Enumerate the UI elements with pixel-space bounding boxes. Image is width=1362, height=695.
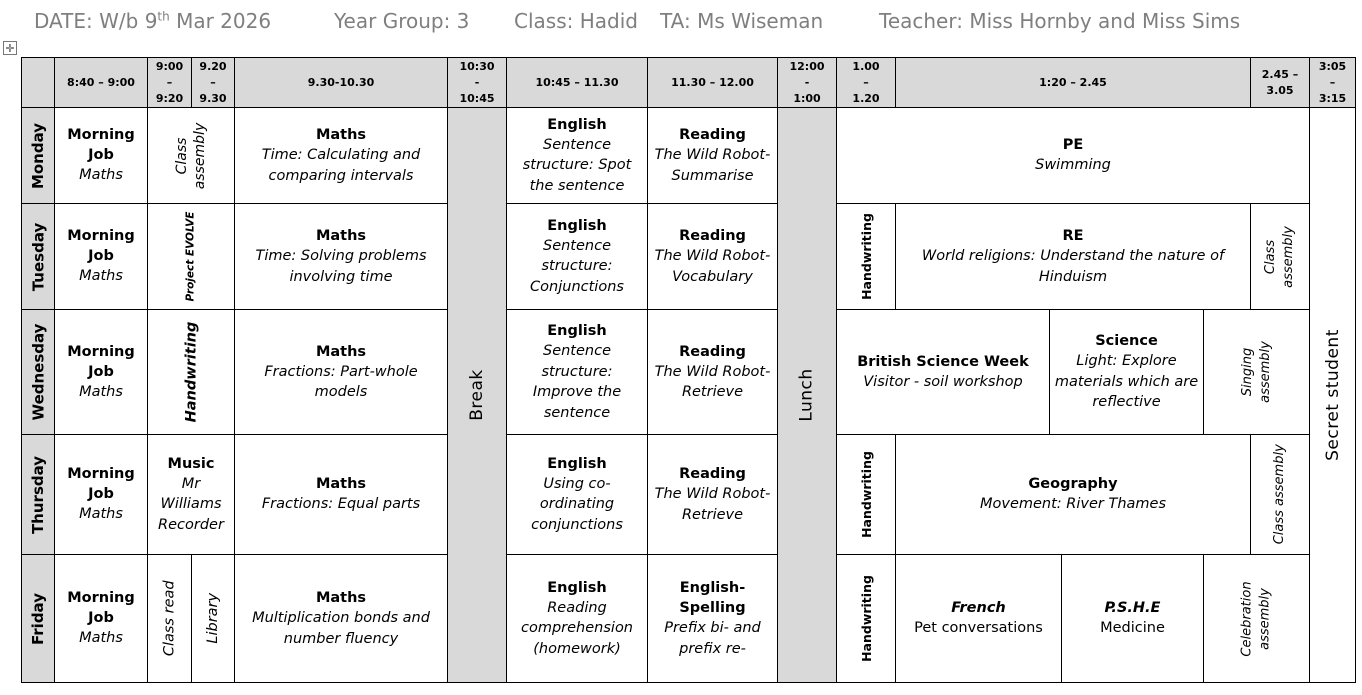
friday-class-read: Class read <box>147 554 192 683</box>
thursday-music: Music Mr Williams Recorder <box>147 434 235 555</box>
tuesday-class-assembly: Class assembly <box>1250 203 1310 310</box>
friday-maths: Maths Multiplication bonds and number fluency <box>234 554 448 683</box>
thursday-handwriting: Handwriting <box>836 434 896 555</box>
tuesday-re: RE World religions: Understand the nature of Hinduism <box>895 203 1251 310</box>
date-label: DATE: W/b 9th Mar 2026 <box>34 9 272 33</box>
day-tuesday: Tuesday <box>21 203 55 310</box>
wednesday-reading: Reading The Wild Robot- Retrieve <box>647 309 778 435</box>
teacher-label: Teacher: Miss Hornby and Miss Sims <box>879 9 1241 33</box>
time-header-11: 2.45 – 3.05 <box>1250 57 1310 108</box>
monday-pe: PE Swimming <box>836 107 1310 204</box>
friday-french: French Pet conversations <box>895 554 1062 683</box>
morning-job-monday: Morning Job Maths <box>54 107 148 204</box>
friday-pshe: P.S.H.E Medicine <box>1061 554 1204 683</box>
day-friday: Friday <box>21 554 55 683</box>
thursday-geography: Geography Movement: River Thames <box>895 434 1251 555</box>
morning-job-tuesday: Morning Job Maths <box>54 203 148 310</box>
time-header-7: 11.30 – 12.00 <box>647 57 778 108</box>
time-header-12: 3:05 – 3:15 <box>1309 57 1356 108</box>
wednesday-singing-assembly: Singing assembly <box>1203 309 1310 435</box>
friday-celebration-assembly: Celebration assembly <box>1203 554 1310 683</box>
monday-reading: Reading The Wild Robot- Summarise <box>647 107 778 204</box>
friday-handwriting: Handwriting <box>836 554 896 683</box>
thursday-maths: Maths Fractions: Equal parts <box>234 434 448 555</box>
corner-cell <box>21 57 55 108</box>
secret-student-block: Secret student <box>1309 107 1356 683</box>
morning-job-wednesday: Morning Job Maths <box>54 309 148 435</box>
time-header-5: 10:30 - 10:45 <box>447 57 507 108</box>
year-group-label: Year Group: 3 <box>334 9 470 33</box>
time-header-2: 9:00 – 9:20 <box>147 57 192 108</box>
tuesday-project-evolve: Project EVOLVE <box>147 203 235 310</box>
friday-library: Library <box>191 554 235 683</box>
wednesday-english: English Sentence structure: Improve the sentence <box>506 309 648 435</box>
monday-english: English Sentence structure: Spot the sentence <box>506 107 648 204</box>
time-header-1: 8:40 – 9:00 <box>54 57 148 108</box>
time-header-10: 1:20 – 2.45 <box>895 57 1251 108</box>
lunch-block: Lunch <box>777 107 837 683</box>
time-header-6: 10:45 – 11.30 <box>506 57 648 108</box>
wednesday-science: Science Light: Explore materials which are reflective <box>1049 309 1204 435</box>
break-block: Break <box>447 107 507 683</box>
wednesday-handwriting: Handwriting <box>147 309 235 435</box>
tuesday-handwriting: Handwriting <box>836 203 896 310</box>
class-label: Class: Hadid <box>514 9 638 33</box>
wednesday-maths: Maths Fractions: Part-whole models <box>234 309 448 435</box>
tuesday-reading: Reading The Wild Robot- Vocabulary <box>647 203 778 310</box>
morning-job-thursday: Morning Job Maths <box>54 434 148 555</box>
thursday-class-assembly: Class assembly <box>1250 434 1310 555</box>
friday-spelling: English- Spelling Prefix bi- and prefix re- <box>647 554 778 683</box>
friday-english: English Reading comprehension (homework) <box>506 554 648 683</box>
time-header-8: 12:00 - 1:00 <box>777 57 837 108</box>
morning-job-friday: Morning Job Maths <box>54 554 148 683</box>
table-move-handle-icon[interactable]: ✛ <box>3 41 17 55</box>
monday-maths: Maths Time: Calculating and comparing intervals <box>234 107 448 204</box>
day-monday: Monday <box>21 107 55 204</box>
time-header-4: 9.30-10.30 <box>234 57 448 108</box>
tuesday-english: English Sentence structure: Conjunctions <box>506 203 648 310</box>
time-header-9: 1.00 – 1.20 <box>836 57 896 108</box>
thursday-english: English Using co- ordinating conjunctions <box>506 434 648 555</box>
ta-label: TA: Ms Wiseman <box>660 9 824 33</box>
tuesday-maths: Maths Time: Solving problems involving time <box>234 203 448 310</box>
monday-class-assembly: Class assembly <box>147 107 235 204</box>
thursday-reading: Reading The Wild Robot- Retrieve <box>647 434 778 555</box>
day-thursday: Thursday <box>21 434 55 555</box>
time-header-3: 9.20 – 9.30 <box>191 57 235 108</box>
wednesday-british-science-week: British Science Week Visitor - soil workshop <box>836 309 1050 435</box>
day-wednesday: Wednesday <box>21 309 55 435</box>
